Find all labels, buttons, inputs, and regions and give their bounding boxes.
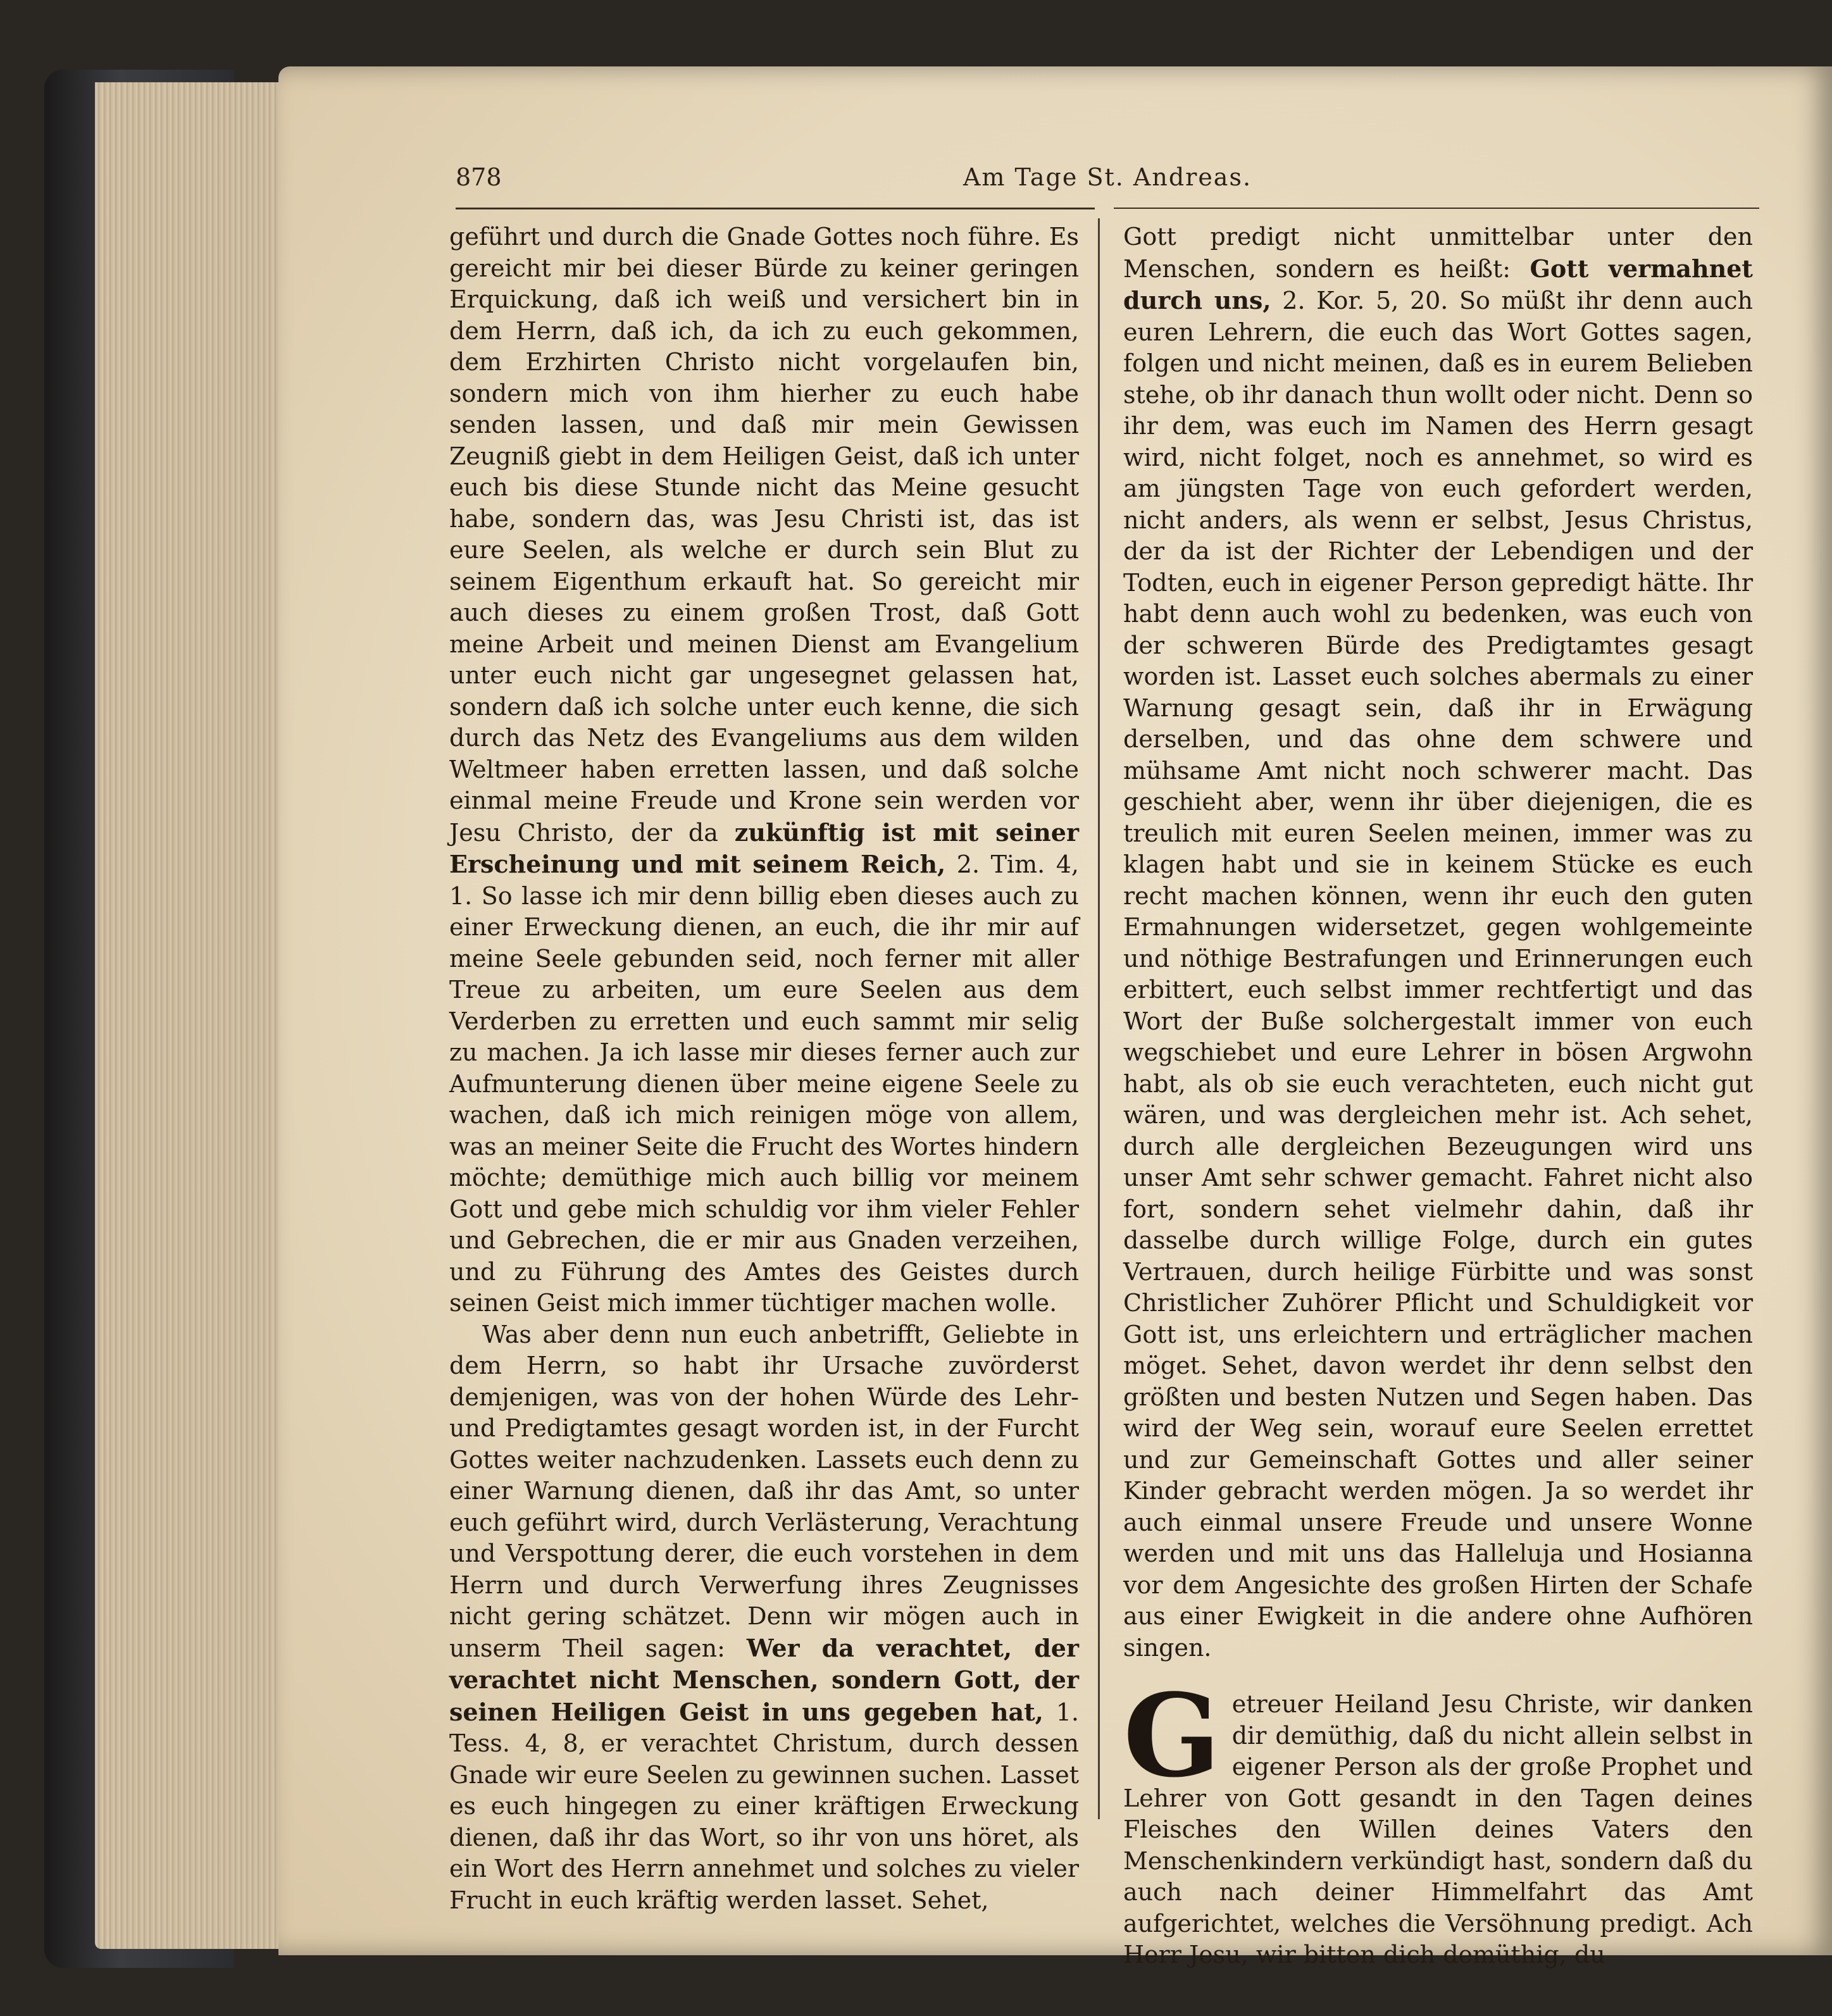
page-edges [95,82,304,1949]
left-p2-text: Was aber denn nun euch anbetrifft, Geliebte in dem Herrn, so habt ihr Ursache zuvörderst demjenigen, was von der hohen Würde des Lehr- und Predigtamtes gesagt worden ist, in der Furcht Gottes weiter nachzudenken. Lassets euch denn zu einer Warnung dienen, daß ihr das Amt, so unter euch geführt wird, durch Verlästerung, Verachtung und Verspottung derer, die euch vorstehen in dem Herrn und durch Verwerfung ihres Zeugnisses nicht gering schätzet. Denn wir mögen auch in unserm Theil sagen: [449,1320,1079,1662]
page-number: 878 [456,163,502,191]
left-p1-bold: zukünftig ist mit seiner Erscheinung und mit seinem Reich, [449,818,1079,878]
left-column [449,221,1079,1916]
left-paragraph-2 [449,1319,1079,1917]
right-p1-start: Gott predigt nicht unmittelbar unter den Menschen, sondern es heißt: [1123,223,1753,283]
prayer-text: etreuer Heiland Jesu Christe, wir danken dir demüthig, daß du nicht allein selbst in eigener Person als der große Prophet und Lehrer von Gott gesandt in den Tagen deines Fleisches den Willen deines Vaters den Menschenkindern verkündigt hast, sondern daß du auch nach deiner Himmelfahrt das Amt aufgerichtet, welches die Versöhnung predigt. Ach Herr Jesu, wir bitten dich demüthig, du [1123,1690,1753,1969]
column-divider [1098,218,1100,1819]
prayer-paragraph [1123,1669,1753,1971]
right-paragraph-1 [1123,221,1753,1664]
left-p2-bold: Wer da verachtet, der verachtet nicht Menschen, sondern Gott, der seinen Heiligen Geist in uns gegeben hat, [449,1633,1079,1726]
left-p1-text: geführt und durch die Gnade Gottes noch führe. Es gereicht mir bei dieser Bürde zu keiner geringen Erquickung, daß ich weiß und versichert bin in dem Herrn, daß ich, da ich zu euch gekommen, dem Erzhirten Christo nicht vorgelaufen bin, sondern mich von ihm hierher zu euch habe senden lassen, und daß mir mein Gewissen Zeugniß giebt in dem Heiligen Geist, daß ich unter euch bis diese Stunde nicht das Meine gesucht habe, sondern das, was Jesu Christi ist, das ist eure Seelen, als welche er durch sein Blut zu seinem Eigenthum erkauft hat. So gereicht mir auch dieses zu einem großen Trost, daß Gott meine Arbeit und meinen Dienst am Evangelium unter euch nicht gar ungesegnet gelassen hat, sondern daß ich solche unter euch kenne, die sich durch das Netz des Evangeliums aus dem wilden Weltmeer haben erretten lassen, und daß solche einmal meine Freude und Krone sein werden vor Jesu Christo, der da [449,223,1079,847]
header-rule-left [456,208,1095,209]
right-column [1123,221,1753,1971]
right-p1-bold: Gott vermahnet durch uns, [1123,254,1753,314]
left-paragraph-1 [449,221,1079,1319]
right-p1-rest: 2. Kor. 5, 20. So müßt ihr denn auch euren Lehrern, die euch das Wort Gottes sagen, folgen und nicht meinen, daß es in eurem Belieben stehe, ob ihr danach thun wollt oder nicht. Denn so ihr dem, was euch im Namen des Herrn gesagt wird, nicht folget, noch es annehmet, so wird es am jüngsten Tage von euch gefordert werden, nicht anders, als wenn er selbst, Jesus Christus, der da ist der Richter der Lebendigen und der Todten, euch in eigener Person gepredigt hätte. Ihr habt denn auch wohl zu bedenken, was euch von der schweren Bürde des Predigtamtes gesagt worden ist. Lasset euch solches abermals zu einer Warnung gesagt sein, daß ihr in Erwägung derselben, und das ohne dem schwere und mühsame Amt nicht noch schwerer macht. Das geschieht aber, wenn ihr über diejenigen, die es treulich mit euren Seelen meinen, immer was zu klagen habt und sie in keinem Stücke es euch recht machen können, wenn ihr euch den guten Ermahnungen widersetzet, gegen wohlgemeinte und nöthige Bestrafungen und Erinnerungen euch erbittert, euch selbst immer rechtfertigt und das Wort der Buße solchergestalt immer von euch wegschiebet und eure Lehrer in bösen Argwohn habt, als ob sie euch verachteten, euch nicht gut wären, und was dergleichen mehr ist. Ach sehet, durch alle dergleichen Bezeugungen wird uns unser Amt sehr schwer gemacht. Fahret nicht also fort, sondern sehet vielmehr dahin, daß ihr dasselbe durch willige Folge, durch ein gutes Vertrauen, durch heilige Fürbitte und was sonst Christlicher Zuhörer Pflicht und Schuldigkeit vor Gott ist, uns erleichtern und erträglicher machen möget. Sehet, davon werdet ihr denn selbst den größten und besten Nutzen und Segen haben. Das wird der Weg sein, worauf eure Seelen errettet und zur Gemeinschaft Gottes und aller seiner Kinder gebracht werden mögen. Ja so werdet ihr auch einmal unsere Freude und unsere Wonne werden und mit uns das Halleluja und Hosianna vor dem Angesichte des großen Hirten der Schafe aus einer Ewigkeit in die andere ohne Aufhören singen. [1123,287,1753,1662]
left-p1-rest: 2. Tim. 4, 1. So lasse ich mir denn billig eben dieses auch zu einer Erweckung dienen, an euch, die ihr mir auf meine Seele gebunden seid, noch ferner mit aller Treue zu arbeiten, um eure Seelen aus dem Verderben zu erretten und euch sammt mir selig zu machen. Ja ich lasse mir dieses ferner auch zur Aufmunterung dienen über meine eigene Seele zu wachen, daß ich mich reinigen möge von allem, was an meiner Seite die Frucht des Wortes hindern möchte; demüthige mich auch billig vor meinem Gott und gebe mich schuldig vor ihm vieler Fehler und Gebrechen, die er mir aus Gnaden verzeihen, und zu Führung des Amtes des Geistes durch seinen Geist mich immer tüchtiger machen wolle. [449,850,1079,1317]
running-title: Am Tage St. Andreas. [963,163,1252,191]
left-p2-rest: 1. Tess. 4, 8, er verachtet Christum, durch dessen Gnade wir eure Seelen zu gewinnen suchen. Lasset es euch hingegen zu einer kräftigen Erweckung dienen, daß ihr das Wort, so ihr von uns höret, als ein Wort des Herrn annehmet und solches zu vieler Frucht in euch kräftig werden lasset. Sehet, [449,1698,1079,1914]
header-rule-right [1114,208,1759,209]
dropcap-letter: G [1123,1669,1221,1803]
page-header [456,163,1759,201]
